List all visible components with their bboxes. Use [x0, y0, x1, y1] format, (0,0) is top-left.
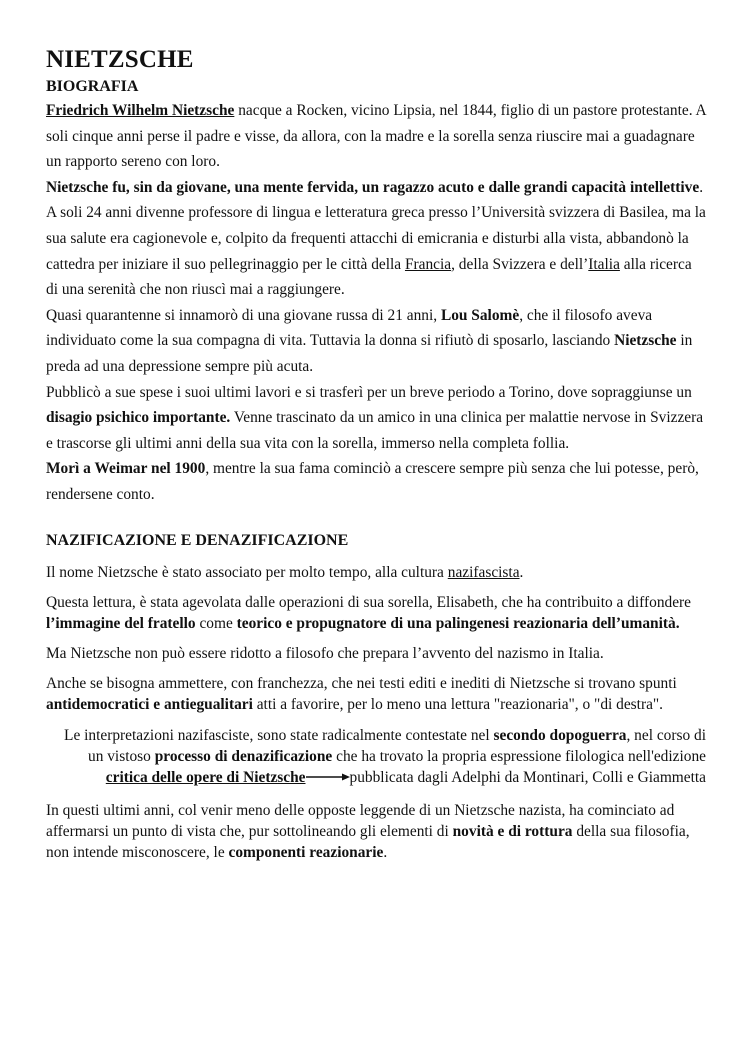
nazifascista-link[interactable]: nazifascista	[447, 563, 520, 581]
arrow-right-icon	[306, 772, 350, 782]
nazification-heading: NAZIFICAZIONE E DENAZIFICAZIONE	[46, 531, 349, 549]
nazification-section	[46, 530, 706, 863]
nazification-paragraph-1: Il nome Nietzsche è stato associato per molto tempo, alla cultura nazifascista.	[46, 563, 524, 581]
biography-paragraph-4: Pubblicò a sue spese i suoi ultimi lavori e si trasferì per un breve periodo a Torino, dove sopraggiunse un disagio psichico importante. Venne trascinato da un amico in una clinica per malattie nervose in Svizzera e trascorse gli ultimi anni della sua vita con la sorella, immerso nella completa follia.	[46, 383, 704, 452]
francia-link[interactable]: Francia	[404, 255, 452, 273]
biography-paragraph-5: Morì a Weimar nel 1900, mentre la sua fama cominciò a crescere sempre più senza che lui potesse, però, rendersene conto.	[46, 460, 699, 503]
biography-paragraph-3: Quasi quarantenne si innamorò di una giovane russa di 21 anni, Lou Salomè, che il filosofo aveva individuato come la sua compagna di vita. Tuttavia la donna si rifiutò di sposarlo, lasciando Nietzsche in preda ad una depressione sempre più acuta.	[46, 306, 693, 375]
page-title: NIETZSCHE	[46, 46, 194, 73]
nazification-paragraph-5: In questi ultimi anni, col venir meno delle opposte leggende di un Nietzsche nazista, ha cominciato ad affermarsi un punto di vista che, pur sottolineando gli elementi di novità e di rottura della sua filosofia, non intende misconoscere, le componenti reazionarie.	[46, 801, 690, 861]
document-page	[46, 44, 706, 872]
denazification-quote: Le interpretazioni nazifasciste, sono state radicalmente contestate nel secondo dopoguerra, nel corso di un vistoso processo di denazificazione che ha trovato la propria espressione filologica nell'edizione critica delle opere di Nietzsche pubblicata dagli Adelphi da Montinari, Colli e Giammetta	[64, 726, 706, 786]
nazification-paragraph-4: Anche se bisogna ammettere, con franchezza, che nei testi editi e inediti di Nietzsche si trovano spunti antidemocratici e antiegualitari atti a favorire, per lo meno una lettura "reazionaria", o "di destra".	[46, 674, 677, 713]
nazification-paragraph-2: Questa lettura, è stata agevolata dalle operazioni di sua sorella, Elisabeth, che ha contribuito a diffondere l’immagine del fratello come teorico e propugnatore di una palingenesi reazionaria dell’umanità.	[46, 593, 692, 632]
biography-paragraph-2: Nietzsche fu, sin da giovane, una mente fervida, un ragazzo acuto e dalle grandi capacità intellettive. A soli 24 anni divenne professore di lingua e letteratura greca presso l’Università svizzera di Basilea, ma la sua salute era cagionevole e, colpito da frequenti attacchi di emicrania e disturbi alla vista, abbandonò la cattedra per iniziare il suo pellegrinaggio per le città della Francia, della Svizzera e dell’Italia alla ricerca di una serenità che non riuscì mai a raggiungere.	[46, 178, 706, 299]
nazification-paragraph-3: Ma Nietzsche non può essere ridotto a filosofo che prepara l’avvento del nazismo in Italia.	[46, 644, 604, 662]
critical-edition-link[interactable]: critica delle opere di Nietzsche	[105, 768, 306, 786]
italia-link[interactable]: Italia	[588, 255, 620, 273]
biography-heading: BIOGRAFIA	[46, 78, 139, 95]
biography-section	[46, 76, 706, 508]
biography-paragraph-1: Friedrich Wilhelm Nietzsche nacque a Rocken, vicino Lipsia, nel 1844, figlio di un pastore protestante. A soli cinque anni perse il padre e visse, da allora, con la madre e la sorella senza riuscire mai a guadagnare un rapporto sereno con loro.	[46, 102, 706, 171]
name-link[interactable]: Friedrich Wilhelm Nietzsche	[46, 102, 235, 119]
